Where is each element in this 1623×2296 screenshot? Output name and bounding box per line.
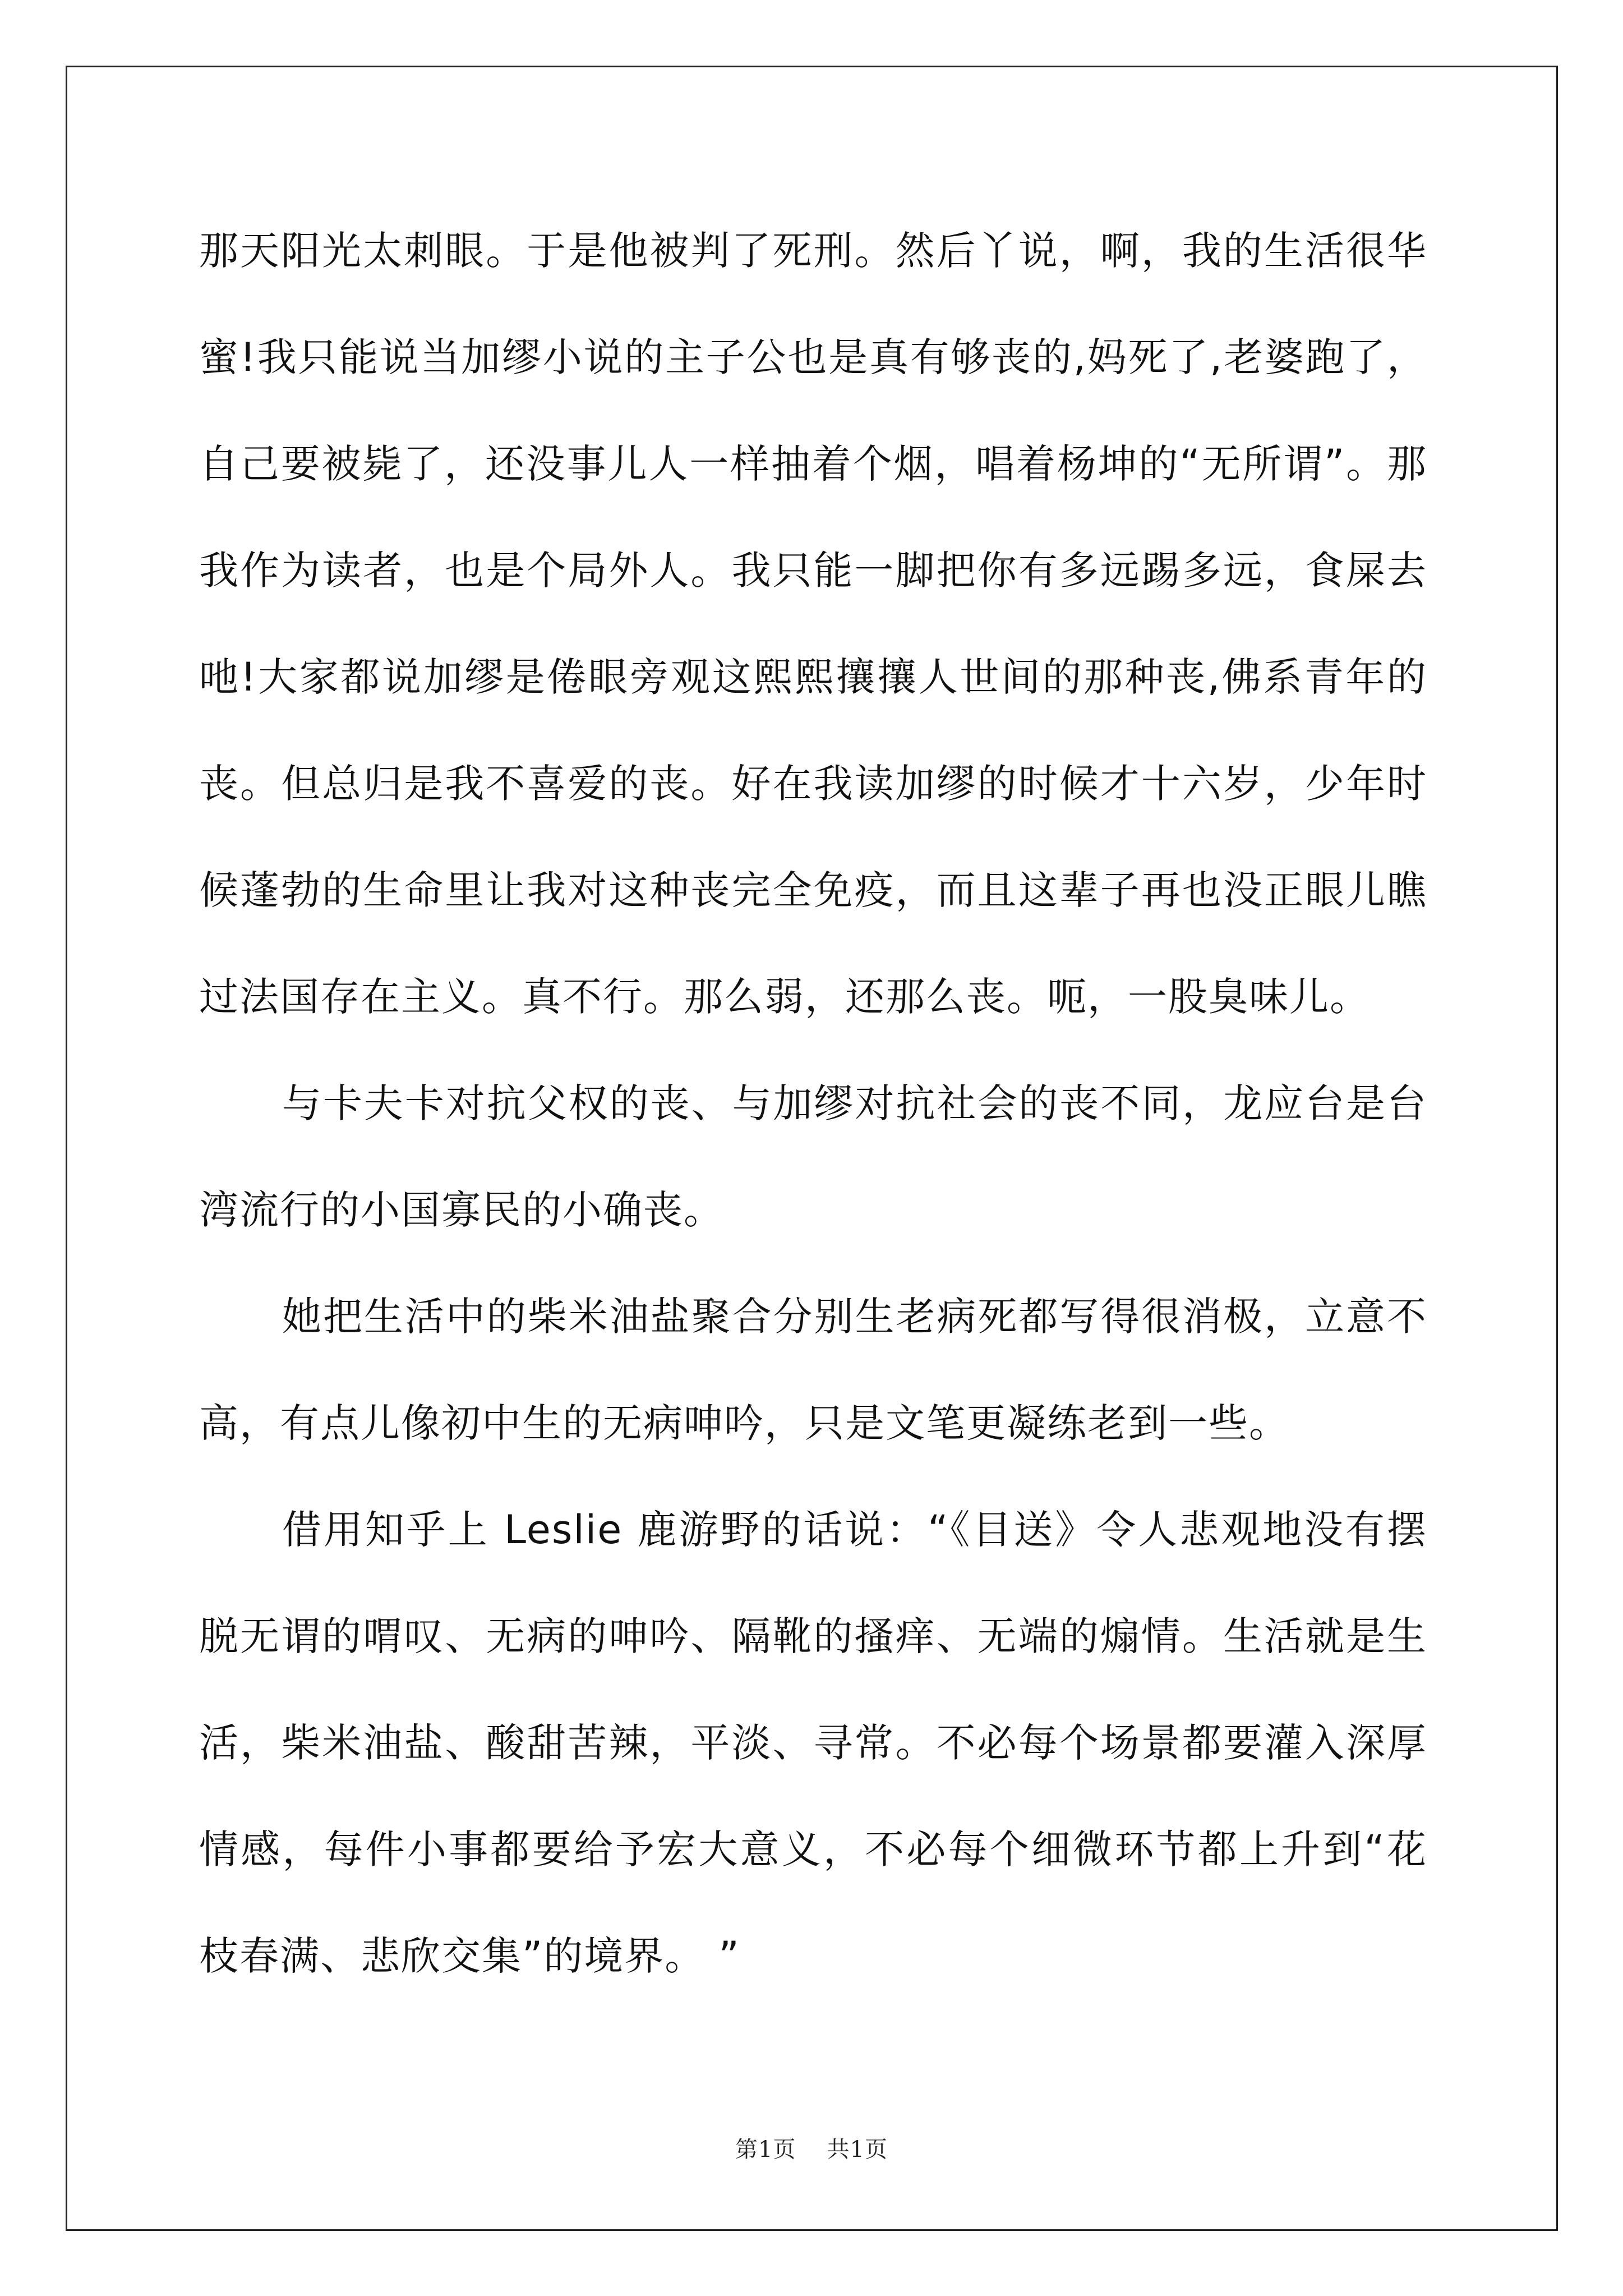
page-footer <box>0 2132 1623 2164</box>
text-line: 我作为读者，也是个局外人。我只能一脚把你有多远踢多远，食屎去 <box>199 547 1427 593</box>
text-line: 情感，每件小事都要给予宏大意义，不必每个细微环节都上升到“花 <box>199 1826 1427 1872</box>
paragraph <box>199 1061 1427 1274</box>
text-line: 蜜!我只能说当加缪小说的主子公也是真有够丧的,妈死了,老婆跑了， <box>199 334 1427 380</box>
text-line: 那天阳光太刺眼。于是他被判了死刑。然后丫说，啊，我的生活很华 <box>199 228 1427 274</box>
text-line: 湾流行的小国寡民的小确丧。 <box>199 1187 724 1233</box>
page-total: 共1页 <box>827 2137 888 2162</box>
text-line: 过法国存在主义。真不行。那么弱，还那么丧。呃，一股臭味儿。 <box>199 974 1370 1020</box>
text-line: 候蓬勃的生命里让我对这种丧完全免疫，而且这辈子再也没正眼儿瞧 <box>199 867 1427 913</box>
text-line: 借用知乎上 Leslie 鹿游野的话说：“《目送》令人悲观地没有摆 <box>282 1507 1427 1553</box>
text-line: 高，有点儿像初中生的无病呻吟，只是文笔更凝练老到一些。 <box>199 1400 1289 1446</box>
text-line: 吔!大家都说加缪是倦眼旁观这熙熙攘攘人世间的那种丧,佛系青年的 <box>199 654 1427 700</box>
paragraph <box>199 1488 1427 2021</box>
document-body <box>199 209 1427 2021</box>
paragraph <box>199 1274 1427 1488</box>
text-line: 自己要被毙了，还没事儿人一样抽着个烟，唱着杨坤的“无所谓”。那 <box>199 441 1427 487</box>
paragraph <box>199 209 1427 1061</box>
text-line: 枝春满、悲欣交集”的境界。 ” <box>199 1933 740 1979</box>
text-line: 丧。但总归是我不喜爱的丧。好在我读加缪的时候才十六岁，少年时 <box>199 761 1427 807</box>
text-line: 脱无谓的喟叹、无病的呻吟、隔靴的搔痒、无端的煽情。生活就是生 <box>199 1613 1427 1659</box>
page-number: 第1页 <box>735 2137 796 2162</box>
text-line: 活，柴米油盐、酸甜苦辣，平淡、寻常。不必每个场景都要灌入深厚 <box>199 1720 1427 1766</box>
text-line: 与卡夫卡对抗父权的丧、与加缪对抗社会的丧不同，龙应台是台 <box>282 1080 1427 1126</box>
text-line: 她把生活中的柴米油盐聚合分别生老病死都写得很消极，立意不 <box>282 1294 1427 1340</box>
